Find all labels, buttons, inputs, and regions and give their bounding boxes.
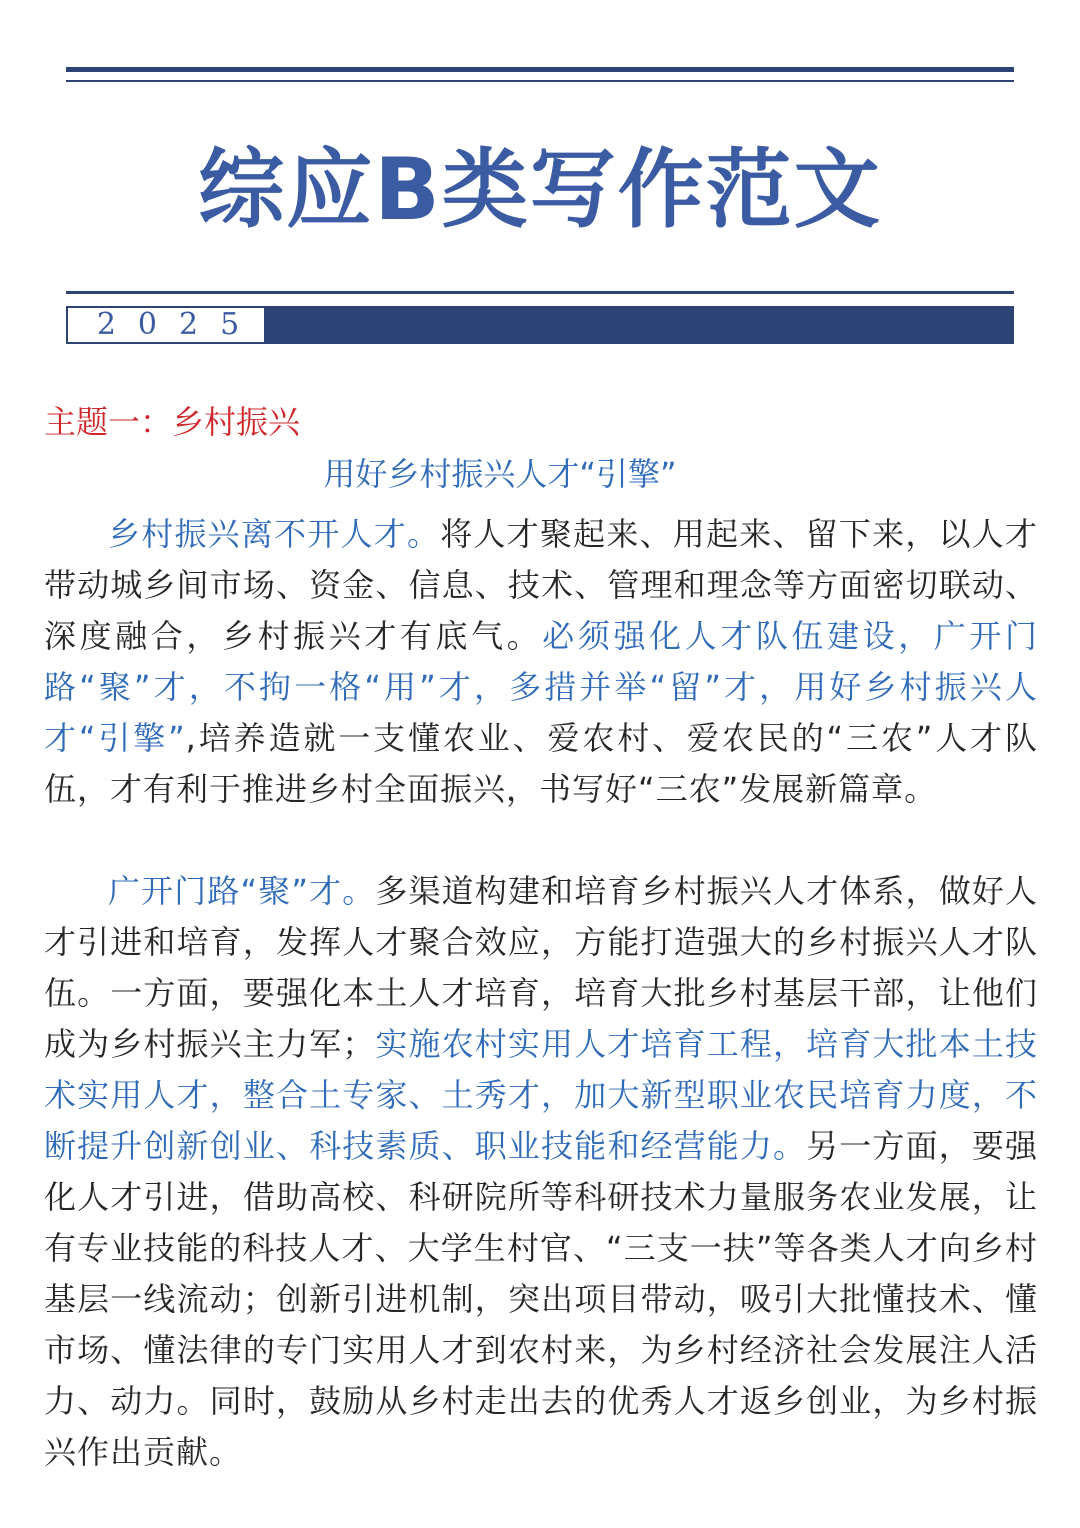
title-rule xyxy=(66,291,1014,294)
paragraph-1 xyxy=(44,509,1038,815)
page-title: 综应B类写作范文 xyxy=(198,140,882,240)
paragraph-1-highlight: 必须强化人才队伍建设，广开门路“聚”才，不拘一格“用”才，多措并举“留”才，用好乡村振兴人才“引擎” xyxy=(44,617,1038,757)
article-subtitle: 用好乡村振兴人才“引擎” xyxy=(323,455,677,493)
header-rule-thin xyxy=(66,80,1014,82)
paragraph-2-highlight: 实施农村实用人才培育工程，培育大批本土技术实用人才，整合土专家、土秀才，加大新型职业农民培育力度，不断提升创新创业、科技素质、职业技能和经营能力。 xyxy=(44,1025,1038,1165)
paragraph-2-body: 多渠道构建和培育乡村振兴人才体系，做好人才引进和培育，发挥人才聚合效应，方能打造强大的乡村振兴人才队伍。一方面，要强化本土人才培育，培育大批乡村基层干部，让他们成为乡村振兴主力军； xyxy=(44,872,1038,1063)
paragraph-1-lead: 乡村振兴离不开人才。 xyxy=(108,515,441,553)
header-rule-thick xyxy=(66,67,1014,72)
paragraph-2 xyxy=(44,866,1038,1478)
year-label: 2025 xyxy=(66,306,278,344)
paragraph-2-tail: 另一方面，要强化人才引进，借助高校、科研院所等科研技术力量服务农业发展，让有专业技能的科技人才、大学生村官、“三支一扶”等各类人才向乡村基层一线流动；创新引进机制，突出项目带动，吸引大批懂技术、懂市场、懂法律的专门实用人才到农村来，为乡村经济社会发展注人活力、动力。同时，鼓励从乡村走出去的优秀人才返乡创业，为乡村振兴作出贡献。 xyxy=(44,1127,1038,1471)
paragraph-2-lead: 广开门路“聚”才。 xyxy=(108,872,376,910)
paragraph-1-body: 将人才聚起来、用起来、留下来，以人才带动城乡间市场、资金、信息、技术、管理和理念等方面密切联动、深度融合，乡村振兴才有底气。 xyxy=(44,515,1038,655)
year-bar xyxy=(66,306,1014,344)
theme-heading: 主题一：乡村振兴 xyxy=(44,403,301,441)
year-bar-fill xyxy=(264,306,1014,344)
paragraph-1-tail: ,培养造就一支懂农业、爱农村、爱农民的“三农”人才队伍，才有利于推进乡村全面振兴，书写好“三农”发展新篇章。 xyxy=(44,719,1038,808)
